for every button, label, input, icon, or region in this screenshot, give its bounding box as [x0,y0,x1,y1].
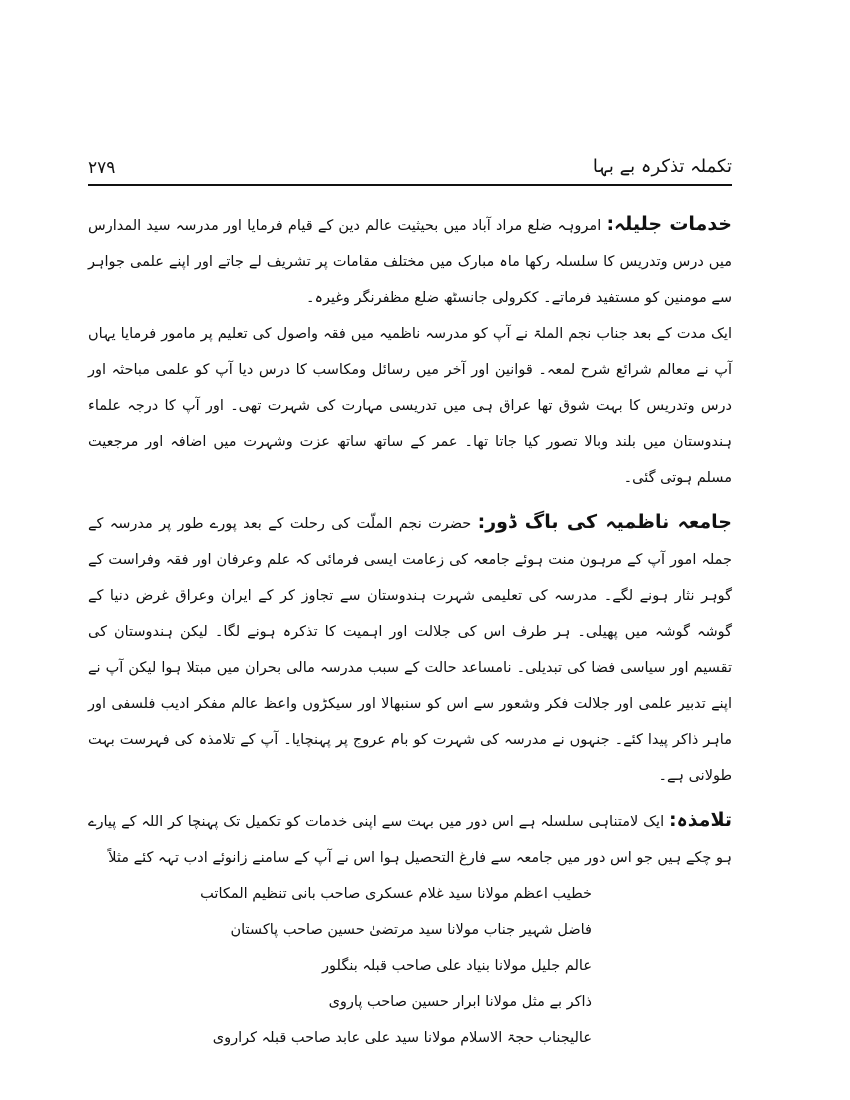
paragraph-text: ایک مدت کے بعد جناب نجم الملۃ نے آپ کو مدرسہ ناظمیہ میں فقہ واصول کی تعلیم پر مامور فرمایا یہاں آپ نے معالم شرائع شرح لمعہ۔ قوانین اور آخر میں رسائل ومکاسب کا درس دیا آپ کو علمی مباحثہ اور درس وتدریس کا بہت شوق تھا عراق ہی میں تدریسی مہارت کی شہرت تھی۔ اور آپ کا درجہ علماء ہندوستان میں بلند وبالا تصور کیا جاتا تھا۔ عمر کے ساتھ ساتھ عزت وشہرت میں اضافہ اور مرجعیت مسلم ہوتی گئی۔ [88,326,732,486]
students-list [88,876,732,1056]
paragraph-teaching [88,316,732,496]
paragraph-text: امروہہ ضلع مراد آباد میں بحیثیت عالم دین کے قیام فرمایا اور مدرسہ سید المدارس میں درس وتدریس کا سلسلہ رکھا ماہ مبارک میں مختلف مقامات پر تشریف لے جاتے اور اپنے علمی جواہر سے مومنین کو مستفید فرماتے۔ ککرولی جانسٹھ ضلع مظفرنگر وغیرہ۔ [88,218,732,306]
list-item: عالیجناب حجۃ الاسلام مولانا سید علی عابد صاحب قبلہ کراروی [212,1030,592,1046]
paragraph-text: ایک لامتناہی سلسلہ ہے اس دور میں بہت سے اپنی خدمات کو تکمیل تک پہنچا کر اللہ کے پیارے ہو چکے ہیں جو اس دور میں جامعہ سے فارغ التحصیل ہوا اس نے آپ کے سامنے زانوئے ادب تہہ کئے مثلاً [88,814,732,866]
section-heading-jamia: جامعہ ناظمیہ کی باگ ڈور: [477,511,733,533]
body-text [88,206,732,1056]
paragraph-talamiza [88,802,732,876]
page-number: ۲۷۹ [88,158,116,178]
paragraph-jamia [88,504,732,794]
running-title: تکملہ تذکرہ بے بہا [592,156,732,177]
page-header [88,154,732,188]
list-item: عالم جلیل مولانا بنیاد علی صاحب قبلہ بنگلور [322,958,592,974]
list-item: فاضل شہیر جناب مولانا سید مرتضیٰ حسین صاحب پاکستان [230,922,592,938]
header-rule [88,184,732,186]
list-item: ذاکر بے مثل مولانا ابرار حسین صاحب پاروی [328,994,592,1010]
paragraph-khidmat [88,206,732,316]
section-heading-talamiza: تلامذہ: [668,809,732,831]
paragraph-text: حضرت نجم الملّت کی رحلت کے بعد پورے طور پر مدرسہ کے جملہ امور آپ کے مرہون منت ہوئے جامعہ کی زعامت ایسی فرمائی کہ علم وعرفان اور فقہ وفراست کے گوہر نثار ہونے لگے۔ مدرسہ کی تعلیمی شہرت ہندوستان سے تجاوز کر کے ایران وعراق غرض دنیا کے گوشہ گوشہ میں پھیلی۔ ہر طرف اس کی جلالت اور اہمیت کا تذکرہ ہونے لگا۔ لیکن ہندوستان کی تقسیم اور سیاسی فضا کی تبدیلی۔ نامساعد حالت کے سبب مدرسہ مالی بحران میں مبتلا ہوا لیکن آپ نے اپنے تدبیر علمی اور جلالت فکر وشعور سے اس کو سنبھالا اور سیکڑوں واعظ عالم مفکر ادیب فلسفی اور ماہر ذاکر پیدا کئے۔ جنہوں نے مدرسہ کی شہرت کو بام عروج پر پہنچایا۔ آپ کے تلامذہ کی فہرست بہت طولانی ہے۔ [88,516,732,784]
section-heading-khidmat: خدمات جلیلہ: [606,213,732,235]
list-item: خطیب اعظم مولانا سید غلام عسکری صاحب بانی تنظیم المکاتب [200,886,592,902]
